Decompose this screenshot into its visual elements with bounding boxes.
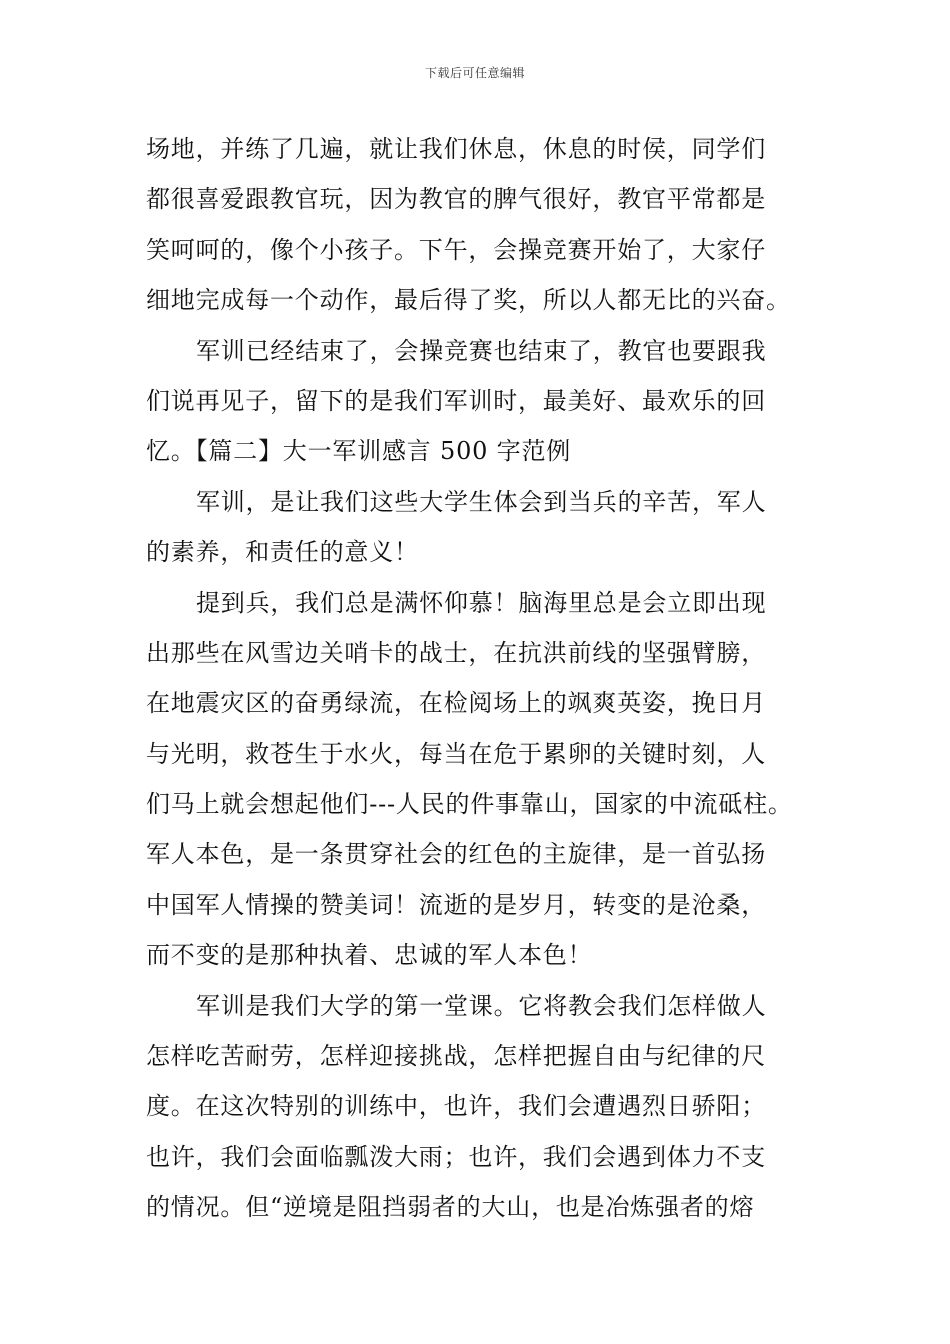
text-line: 也许，我们会面临瓢泼大雨；也许，我们会遇到体力不支	[146, 1142, 766, 1171]
paragraph-start-line: 军训已经结束了，会操竞赛也结束了，教官也要跟我	[196, 336, 767, 365]
text-line: 怎样吃苦耐劳，怎样迎接挑战，怎样把握自由与纪律的尺	[146, 1042, 766, 1071]
text-line: 中国军人情操的赞美词！流逝的是岁月，转变的是沧桑，	[146, 890, 766, 919]
text-line: 在地震灾区的奋勇绿流，在检阅场上的飒爽英姿，挽日月	[146, 689, 766, 718]
paragraph-start-line: 军训是我们大学的第一堂课。它将教会我们怎样做人	[196, 991, 767, 1020]
text-line: 的情况。但“逆境是阻挡弱者的大山，也是冶炼强者的熔	[146, 1193, 755, 1222]
page-header: 下载后可任意编辑	[424, 66, 525, 80]
text-line: 而不变的是那种执着、忠诚的军人本色！	[146, 941, 593, 970]
text-line: 军人本色，是一条贯穿社会的红色的主旋律，是一首弘扬	[146, 840, 766, 869]
text-line: 场地，并练了几遍，就让我们休息，休息的时侯，同学们	[146, 135, 766, 163]
text-line: 出那些在风雪边关哨卡的战士，在抗洪前线的坚强臂膀，	[146, 638, 766, 667]
document-body	[146, 124, 826, 1233]
paragraph-start-line: 提到兵，我们总是满怀仰慕！脑海里总是会立即出现	[196, 588, 767, 617]
text-line: 与光明，救苍生于水火，每当在危于累卵的关键时刻，人	[146, 739, 766, 768]
text-line: 笑呵呵的，像个小孩子。下午，会操竞赛开始了，大家仔	[146, 235, 766, 264]
paragraph-start-line: 军训，是让我们这些大学生体会到当兵的辛苦，军人	[196, 487, 767, 516]
text-line: 们马上就会想起他们---人民的件事靠山，国家的中流砥柱。	[146, 790, 793, 819]
text-line: 忆。【篇二】大一军训感言 500 字范例	[146, 437, 572, 466]
text-line: 都很喜爱跟教官玩，因为教官的脾气很好，教官平常都是	[146, 185, 766, 214]
text-line: 们说再见子，留下的是我们军训时，最美好、最欢乐的回	[146, 386, 766, 415]
text-line: 细地完成每一个动作，最后得了奖，所以人都无比的兴奋。	[146, 286, 791, 315]
text-line: 的素养，和责任的意义！	[146, 538, 419, 567]
text-line: 度。在这次特别的训练中，也许，我们会遭遇烈日骄阳；	[146, 1092, 766, 1121]
